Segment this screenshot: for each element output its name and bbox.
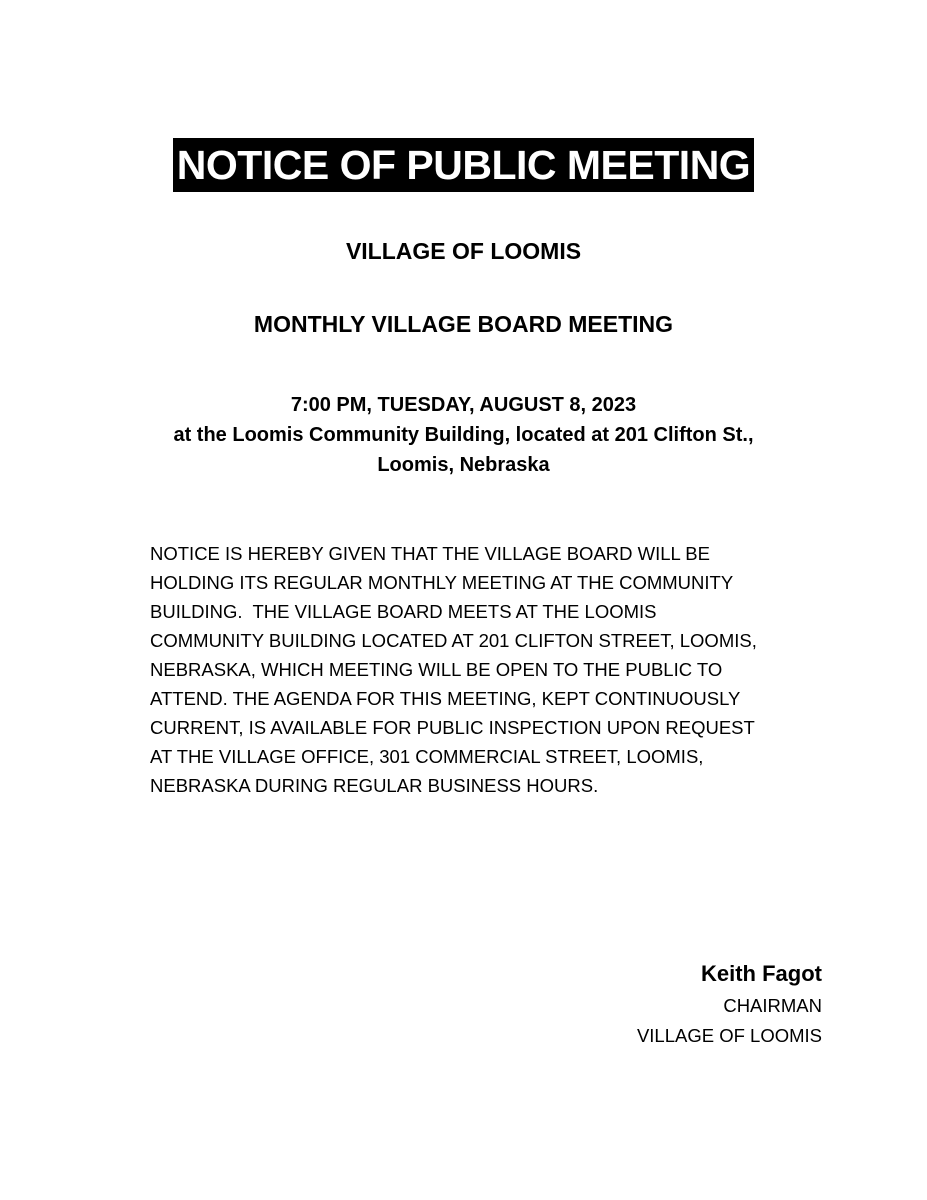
- meeting-details: [0, 390, 927, 480]
- signer-organization: VILLAGE OF LOOMIS: [636, 1025, 822, 1046]
- notice-title: NOTICE OF PUBLIC MEETING: [173, 138, 754, 192]
- notice-body: [150, 539, 830, 800]
- village-heading: VILLAGE OF LOOMIS: [345, 238, 582, 264]
- meeting-location-line: at the Loomis Community Building, located at 201 Clifton St.,: [173, 424, 754, 446]
- body-line: CURRENT, IS AVAILABLE FOR PUBLIC INSPECTION UPON REQUEST: [150, 717, 755, 738]
- body-line: BUILDING. THE VILLAGE BOARD MEETS AT THE LOOMIS: [150, 601, 657, 622]
- signature-block: [637, 957, 822, 1051]
- signer-name: Keith Fagot: [701, 961, 822, 986]
- body-line: NOTICE IS HEREBY GIVEN THAT THE VILLAGE BOARD WILL BE: [150, 543, 710, 564]
- meeting-datetime: 7:00 PM, TUESDAY, AUGUST 8, 2023: [290, 394, 637, 416]
- body-line: NEBRASKA DURING REGULAR BUSINESS HOURS.: [150, 775, 599, 796]
- meeting-city-line: Loomis, Nebraska: [377, 454, 550, 476]
- signer-title: CHAIRMAN: [723, 995, 822, 1016]
- body-line: NEBRASKA, WHICH MEETING WILL BE OPEN TO THE PUBLIC TO: [150, 659, 723, 680]
- title-container: [0, 138, 927, 192]
- body-line: ATTEND. THE AGENDA FOR THIS MEETING, KEPT CONTINUOUSLY: [150, 688, 741, 709]
- body-line: AT THE VILLAGE OFFICE, 301 COMMERCIAL STREET, LOOMIS,: [150, 746, 704, 767]
- body-line: COMMUNITY BUILDING LOCATED AT 201 CLIFTON STREET, LOOMIS,: [150, 630, 757, 651]
- meeting-type-heading: MONTHLY VILLAGE BOARD MEETING: [253, 311, 674, 337]
- body-line: HOLDING ITS REGULAR MONTHLY MEETING AT THE COMMUNITY: [150, 572, 734, 593]
